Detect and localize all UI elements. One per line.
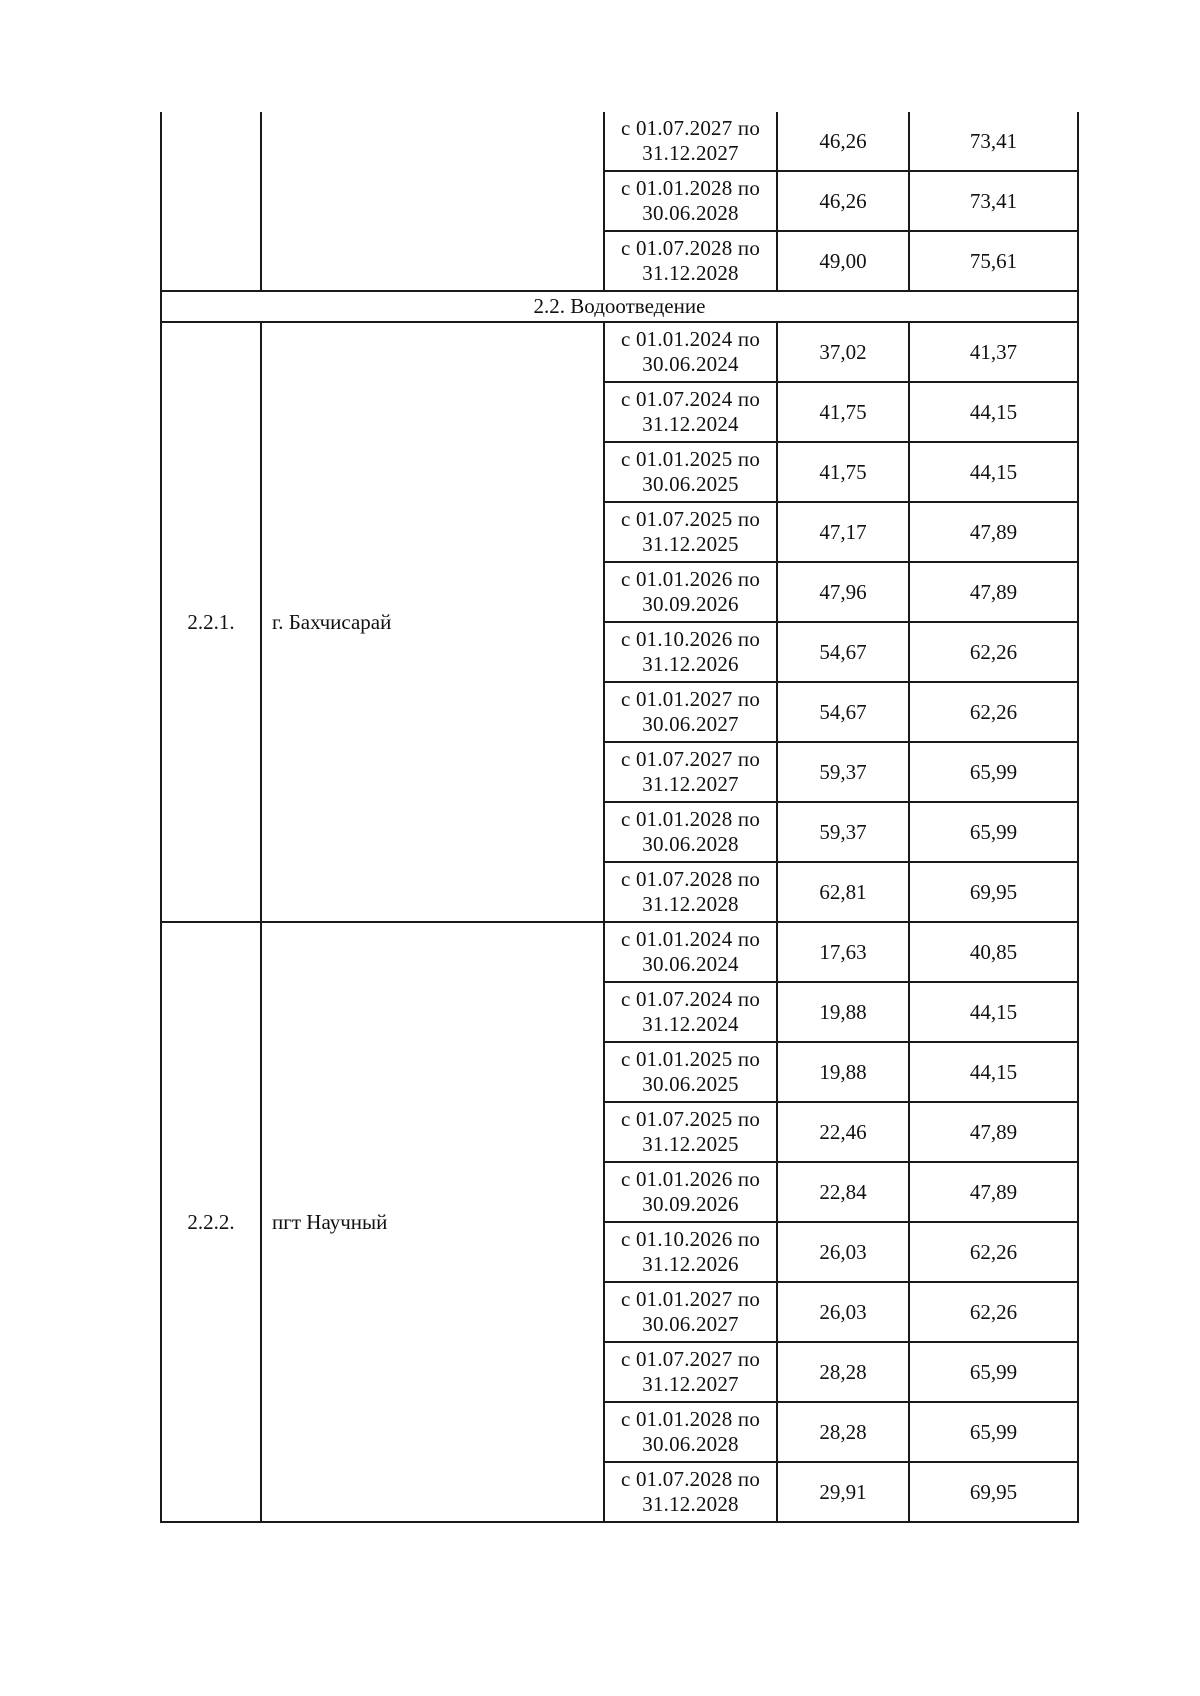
value1-cell: 28,28 xyxy=(777,1402,909,1462)
value1-cell: 41,75 xyxy=(777,382,909,442)
period-start-line: с 01.07.2028 по xyxy=(620,867,761,891)
value1-cell: 49,00 xyxy=(777,231,909,291)
period-cell xyxy=(604,1222,777,1282)
value2-cell: 65,99 xyxy=(909,1402,1078,1462)
period-end-line: 30.06.2024 xyxy=(642,352,739,376)
period-end-line: 31.12.2025 xyxy=(642,1132,739,1156)
period-cell xyxy=(604,982,777,1042)
value1-cell: 22,46 xyxy=(777,1102,909,1162)
value2-cell: 40,85 xyxy=(909,922,1078,982)
period-cell xyxy=(604,802,777,862)
value2-cell: 44,15 xyxy=(909,982,1078,1042)
tariff-table-body xyxy=(161,112,1078,1522)
value1-cell: 54,67 xyxy=(777,682,909,742)
period-start-line: с 01.07.2024 по xyxy=(620,987,761,1011)
period-end-line: 30.06.2028 xyxy=(642,1432,739,1456)
period-start-line: с 01.01.2025 по xyxy=(620,1047,761,1071)
period-end-line: 30.06.2027 xyxy=(642,712,739,736)
group-name-cell: г. Бахчисарай xyxy=(261,322,604,922)
value1-cell: 47,96 xyxy=(777,562,909,622)
period-start-line: с 01.07.2027 по xyxy=(620,116,761,140)
value2-cell: 69,95 xyxy=(909,862,1078,922)
period-start-line: с 01.01.2025 по xyxy=(620,447,761,471)
value1-cell: 37,02 xyxy=(777,322,909,382)
period-cell xyxy=(604,682,777,742)
value2-cell: 69,95 xyxy=(909,1462,1078,1522)
value2-cell: 65,99 xyxy=(909,802,1078,862)
group-name-cell: пгт Научный xyxy=(261,922,604,1522)
table-row xyxy=(161,922,1078,982)
value1-cell: 19,88 xyxy=(777,982,909,1042)
period-start-line: с 01.07.2028 по xyxy=(620,236,761,260)
group-number-cell: 2.2.1. xyxy=(161,322,261,922)
value1-cell: 46,26 xyxy=(777,171,909,231)
period-cell xyxy=(604,382,777,442)
value2-cell: 47,89 xyxy=(909,562,1078,622)
value2-cell: 44,15 xyxy=(909,1042,1078,1102)
value2-cell: 73,41 xyxy=(909,171,1078,231)
value1-cell: 47,17 xyxy=(777,502,909,562)
period-start-line: с 01.01.2024 по xyxy=(620,927,761,951)
period-start-line: с 01.07.2025 по xyxy=(620,1107,761,1131)
value2-cell: 65,99 xyxy=(909,1342,1078,1402)
period-end-line: 31.12.2024 xyxy=(642,1012,739,1036)
value2-cell: 47,89 xyxy=(909,1162,1078,1222)
value1-cell: 54,67 xyxy=(777,622,909,682)
period-end-line: 31.12.2026 xyxy=(642,652,739,676)
period-end-line: 31.12.2028 xyxy=(642,892,739,916)
period-end-line: 31.12.2026 xyxy=(642,1252,739,1276)
period-cell xyxy=(604,1282,777,1342)
table-row xyxy=(161,322,1078,382)
document-page xyxy=(160,112,1077,1523)
value1-cell: 59,37 xyxy=(777,742,909,802)
period-end-line: 30.06.2028 xyxy=(642,201,739,225)
period-cell xyxy=(604,112,777,171)
table-row xyxy=(161,112,1078,171)
period-end-line: 31.12.2024 xyxy=(642,412,739,436)
value2-cell: 65,99 xyxy=(909,742,1078,802)
value2-cell: 44,15 xyxy=(909,442,1078,502)
period-start-line: с 01.10.2026 по xyxy=(620,1227,761,1251)
period-start-line: с 01.07.2025 по xyxy=(620,507,761,531)
value2-cell: 62,26 xyxy=(909,1222,1078,1282)
period-start-line: с 01.01.2026 по xyxy=(620,1167,761,1191)
period-cell xyxy=(604,1102,777,1162)
period-cell xyxy=(604,922,777,982)
value2-cell: 62,26 xyxy=(909,682,1078,742)
period-cell xyxy=(604,1042,777,1102)
period-end-line: 30.06.2024 xyxy=(642,952,739,976)
period-cell xyxy=(604,562,777,622)
period-end-line: 31.12.2025 xyxy=(642,532,739,556)
value1-cell: 62,81 xyxy=(777,862,909,922)
value1-cell: 19,88 xyxy=(777,1042,909,1102)
number-cell-empty xyxy=(161,112,261,291)
period-cell xyxy=(604,442,777,502)
section-title: 2.2. Водоотведение xyxy=(161,291,1078,322)
tariff-table xyxy=(160,112,1079,1523)
value1-cell: 46,26 xyxy=(777,112,909,171)
period-end-line: 31.12.2028 xyxy=(642,1492,739,1516)
period-start-line: с 01.01.2027 по xyxy=(620,687,761,711)
value1-cell: 59,37 xyxy=(777,802,909,862)
period-start-line: с 01.01.2024 по xyxy=(620,327,761,351)
value1-cell: 28,28 xyxy=(777,1342,909,1402)
period-cell xyxy=(604,1342,777,1402)
value2-cell: 75,61 xyxy=(909,231,1078,291)
value2-cell: 62,26 xyxy=(909,1282,1078,1342)
value1-cell: 41,75 xyxy=(777,442,909,502)
period-end-line: 31.12.2027 xyxy=(642,141,739,165)
group-number-cell: 2.2.2. xyxy=(161,922,261,1522)
period-end-line: 30.09.2026 xyxy=(642,592,739,616)
period-end-line: 30.06.2025 xyxy=(642,472,739,496)
value1-cell: 22,84 xyxy=(777,1162,909,1222)
period-end-line: 30.06.2028 xyxy=(642,832,739,856)
name-cell-empty xyxy=(261,112,604,291)
period-cell xyxy=(604,322,777,382)
period-cell xyxy=(604,171,777,231)
value2-cell: 41,37 xyxy=(909,322,1078,382)
period-cell xyxy=(604,502,777,562)
value1-cell: 29,91 xyxy=(777,1462,909,1522)
period-start-line: с 01.07.2028 по xyxy=(620,1467,761,1491)
period-end-line: 31.12.2028 xyxy=(642,261,739,285)
period-start-line: с 01.07.2027 по xyxy=(620,747,761,771)
period-end-line: 30.06.2025 xyxy=(642,1072,739,1096)
period-start-line: с 01.10.2026 по xyxy=(620,627,761,651)
period-cell xyxy=(604,862,777,922)
value2-cell: 47,89 xyxy=(909,1102,1078,1162)
value1-cell: 26,03 xyxy=(777,1282,909,1342)
value2-cell: 62,26 xyxy=(909,622,1078,682)
period-cell xyxy=(604,1402,777,1462)
period-cell xyxy=(604,1162,777,1222)
section-heading-row xyxy=(161,291,1078,322)
period-start-line: с 01.01.2027 по xyxy=(620,1287,761,1311)
value1-cell: 26,03 xyxy=(777,1222,909,1282)
period-cell xyxy=(604,622,777,682)
value2-cell: 73,41 xyxy=(909,112,1078,171)
period-cell xyxy=(604,742,777,802)
period-start-line: с 01.07.2024 по xyxy=(620,387,761,411)
period-start-line: с 01.07.2027 по xyxy=(620,1347,761,1371)
period-cell xyxy=(604,1462,777,1522)
period-start-line: с 01.01.2028 по xyxy=(620,807,761,831)
period-start-line: с 01.01.2028 по xyxy=(620,176,761,200)
period-end-line: 30.06.2027 xyxy=(642,1312,739,1336)
period-start-line: с 01.01.2026 по xyxy=(620,567,761,591)
period-cell xyxy=(604,231,777,291)
value2-cell: 47,89 xyxy=(909,502,1078,562)
period-start-line: с 01.01.2028 по xyxy=(620,1407,761,1431)
value1-cell: 17,63 xyxy=(777,922,909,982)
period-end-line: 31.12.2027 xyxy=(642,1372,739,1396)
value2-cell: 44,15 xyxy=(909,382,1078,442)
period-end-line: 30.09.2026 xyxy=(642,1192,739,1216)
period-end-line: 31.12.2027 xyxy=(642,772,739,796)
